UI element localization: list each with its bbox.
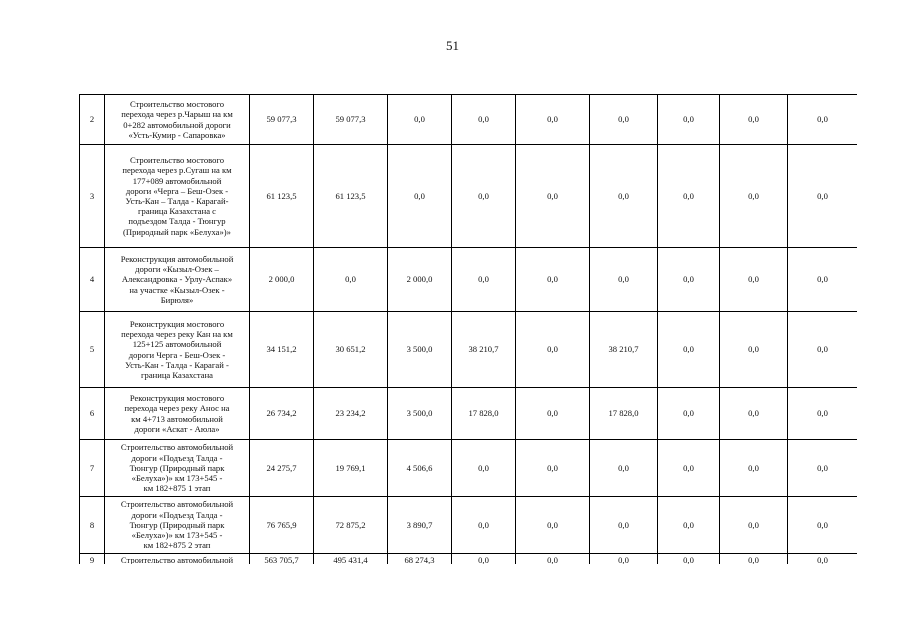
value-cell: 0,0 <box>590 440 658 497</box>
value-cell: 0,0 <box>516 312 590 388</box>
value-cell: 0,0 <box>658 248 720 312</box>
table-row <box>80 497 858 554</box>
value-cell: 0,0 <box>788 554 858 565</box>
value-cell: 0,0 <box>658 95 720 145</box>
value-cell: 0,0 <box>590 145 658 248</box>
value-cell: 0,0 <box>658 440 720 497</box>
value-cell: 0,0 <box>658 497 720 554</box>
object-name-cell: Строительство мостового перехода через р.Чарыш на км 0+282 автомобильной дороги «Усть-Кумир - Сапаровка» <box>105 95 250 145</box>
value-cell: 0,0 <box>720 388 788 440</box>
value-cell: 34 151,2 <box>250 312 314 388</box>
object-name-cell: Реконструкция мостового перехода через реку Кан на км 125+125 автомобильной дороги Черга - Беш-Озек - Усть-Кан - Талда - Карагай - граница Казахстана <box>105 312 250 388</box>
value-cell: 0,0 <box>590 497 658 554</box>
value-cell: 0,0 <box>720 248 788 312</box>
value-cell: 59 077,3 <box>250 95 314 145</box>
row-number-cell: 8 <box>80 497 105 554</box>
value-cell: 0,0 <box>788 440 858 497</box>
table-row <box>80 554 858 565</box>
value-cell: 0,0 <box>516 248 590 312</box>
value-cell: 0,0 <box>452 554 516 565</box>
value-cell: 0,0 <box>658 312 720 388</box>
object-name-cell: Реконструкция автомобильной дороги «Кызыл-Озек – Александровка - Урлу-Аспак» на участке «Кызыл-Озек - Бирюля» <box>105 248 250 312</box>
value-cell: 0,0 <box>516 145 590 248</box>
value-cell: 0,0 <box>788 145 858 248</box>
value-cell: 17 828,0 <box>452 388 516 440</box>
object-name-cell: Реконструкция мостового перехода через реку Анос на км 4+713 автомобильной дороги «Аскат - Аюла» <box>105 388 250 440</box>
object-name-cell: Строительство автомобильной <box>105 554 250 565</box>
table-row <box>80 440 858 497</box>
value-cell: 0,0 <box>516 497 590 554</box>
value-cell: 19 769,1 <box>314 440 388 497</box>
value-cell: 0,0 <box>452 497 516 554</box>
table-row <box>80 388 858 440</box>
value-cell: 0,0 <box>590 248 658 312</box>
table-body <box>80 95 858 565</box>
value-cell: 0,0 <box>590 554 658 565</box>
object-name-cell: Строительство автомобильной дороги «Подъезд Талда - Тюнгур (Природный парк «Белуха»)» км 173+545 - км 182+875 1 этап <box>105 440 250 497</box>
row-number-cell: 2 <box>80 95 105 145</box>
value-cell: 26 734,2 <box>250 388 314 440</box>
row-number-cell: 6 <box>80 388 105 440</box>
row-number-cell: 5 <box>80 312 105 388</box>
value-cell: 0,0 <box>452 440 516 497</box>
value-cell: 17 828,0 <box>590 388 658 440</box>
value-cell: 38 210,7 <box>590 312 658 388</box>
value-cell: 0,0 <box>516 554 590 565</box>
value-cell: 0,0 <box>788 248 858 312</box>
table-row <box>80 145 858 248</box>
value-cell: 0,0 <box>452 248 516 312</box>
value-cell: 495 431,4 <box>314 554 388 565</box>
value-cell: 61 123,5 <box>250 145 314 248</box>
row-number-cell: 4 <box>80 248 105 312</box>
table-row <box>80 248 858 312</box>
value-cell: 0,0 <box>788 497 858 554</box>
value-cell: 0,0 <box>720 145 788 248</box>
value-cell: 0,0 <box>388 145 452 248</box>
value-cell: 24 275,7 <box>250 440 314 497</box>
value-cell: 563 705,7 <box>250 554 314 565</box>
value-cell: 0,0 <box>720 554 788 565</box>
value-cell: 0,0 <box>452 145 516 248</box>
object-name-cell: Строительство автомобильной дороги «Подъезд Талда - Тюнгур (Природный парк «Белуха»)» км 173+545 - км 182+875 2 этап <box>105 497 250 554</box>
value-cell: 0,0 <box>590 95 658 145</box>
value-cell: 0,0 <box>516 388 590 440</box>
value-cell: 0,0 <box>314 248 388 312</box>
value-cell: 0,0 <box>452 95 516 145</box>
value-cell: 2 000,0 <box>250 248 314 312</box>
value-cell: 0,0 <box>658 145 720 248</box>
row-number-cell: 7 <box>80 440 105 497</box>
value-cell: 61 123,5 <box>314 145 388 248</box>
value-cell: 2 000,0 <box>388 248 452 312</box>
value-cell: 59 077,3 <box>314 95 388 145</box>
page-number: 51 <box>446 38 459 53</box>
value-cell: 0,0 <box>720 312 788 388</box>
value-cell: 0,0 <box>720 440 788 497</box>
value-cell: 3 890,7 <box>388 497 452 554</box>
value-cell: 0,0 <box>720 95 788 145</box>
table-row <box>80 95 858 145</box>
value-cell: 0,0 <box>516 440 590 497</box>
value-cell: 3 500,0 <box>388 312 452 388</box>
row-number-cell: 3 <box>80 145 105 248</box>
value-cell: 0,0 <box>388 95 452 145</box>
row-number-cell: 9 <box>80 554 105 565</box>
value-cell: 3 500,0 <box>388 388 452 440</box>
value-cell: 0,0 <box>788 388 858 440</box>
value-cell: 0,0 <box>788 95 858 145</box>
value-cell: 38 210,7 <box>452 312 516 388</box>
value-cell: 0,0 <box>658 388 720 440</box>
value-cell: 68 274,3 <box>388 554 452 565</box>
table-row <box>80 312 858 388</box>
financing-table <box>79 94 857 564</box>
value-cell: 76 765,9 <box>250 497 314 554</box>
object-name-cell: Строительство мостового перехода через р.Сугаш на км 177+089 автомобильной дороги «Черга – Беш-Озек - Усть-Кан – Талда - Карагай- граница Казахстана с подъездом Талда - Тюнгур (Природный парк «Белуха»)» <box>105 145 250 248</box>
value-cell: 0,0 <box>788 312 858 388</box>
value-cell: 0,0 <box>720 497 788 554</box>
value-cell: 30 651,2 <box>314 312 388 388</box>
value-cell: 23 234,2 <box>314 388 388 440</box>
value-cell: 0,0 <box>658 554 720 565</box>
table-container <box>79 94 857 564</box>
value-cell: 72 875,2 <box>314 497 388 554</box>
value-cell: 4 506,6 <box>388 440 452 497</box>
value-cell: 0,0 <box>516 95 590 145</box>
